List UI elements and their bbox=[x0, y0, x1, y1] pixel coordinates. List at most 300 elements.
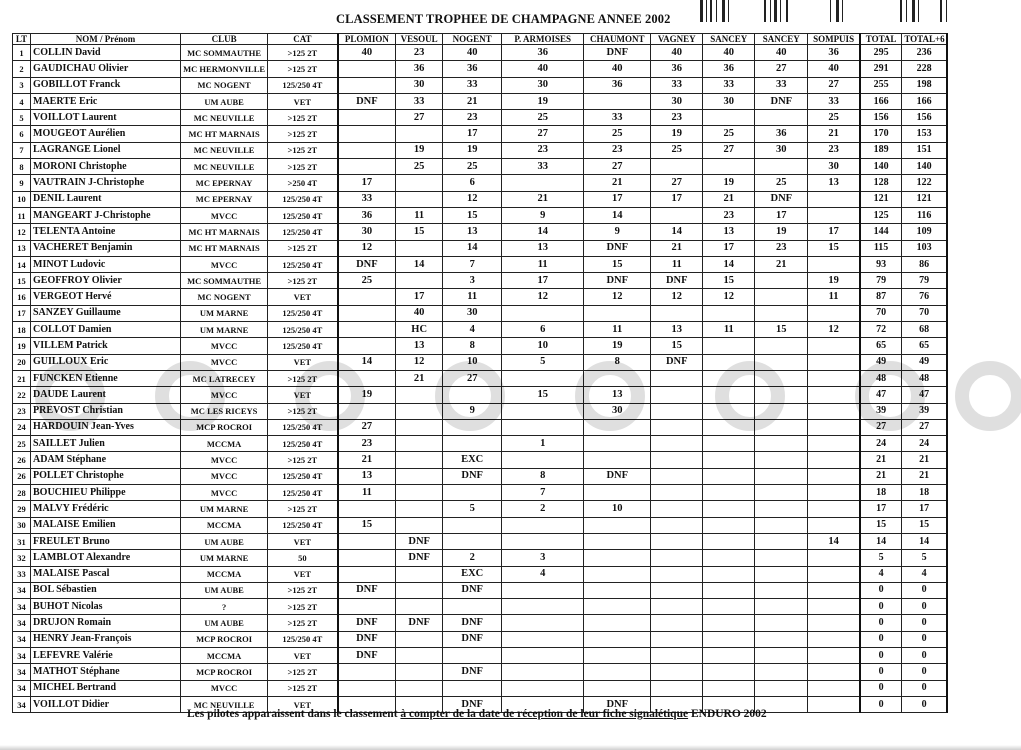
vesoul-cell: DNF bbox=[396, 533, 443, 549]
p-armoises-cell bbox=[502, 647, 584, 663]
plomion-cell bbox=[338, 501, 396, 517]
name-cell: GUILLOUX Eric bbox=[31, 354, 181, 370]
total-cell: 79 bbox=[860, 273, 902, 289]
sancey-1-cell bbox=[703, 468, 755, 484]
sancey-1-cell: 15 bbox=[703, 273, 755, 289]
total-plus-6-cell: 153 bbox=[902, 126, 947, 142]
p-armoises-cell: 14 bbox=[502, 224, 584, 240]
rank-cell: 22 bbox=[13, 387, 31, 403]
vesoul-cell: 13 bbox=[396, 338, 443, 354]
rank-cell: 12 bbox=[13, 224, 31, 240]
chaumont-cell bbox=[584, 550, 651, 566]
sompuis-cell bbox=[808, 550, 860, 566]
total-cell: 4 bbox=[860, 566, 902, 582]
category-cell: VET bbox=[268, 354, 338, 370]
p-armoises-cell: 9 bbox=[502, 207, 584, 223]
name-cell: DRUJON Romain bbox=[31, 615, 181, 631]
plomion-cell: 12 bbox=[338, 240, 396, 256]
vagney-cell: 40 bbox=[651, 45, 703, 61]
vesoul-cell: 21 bbox=[396, 370, 443, 386]
sancey-1-cell bbox=[703, 305, 755, 321]
plomion-cell: 27 bbox=[338, 419, 396, 435]
chaumont-cell: 33 bbox=[584, 110, 651, 126]
p-armoises-cell: 19 bbox=[502, 93, 584, 109]
sompuis-cell: 21 bbox=[808, 126, 860, 142]
sompuis-cell bbox=[808, 566, 860, 582]
category-cell: 125/250 4T bbox=[268, 517, 338, 533]
sompuis-cell bbox=[808, 419, 860, 435]
total-cell: 170 bbox=[860, 126, 902, 142]
rank-cell: 16 bbox=[13, 289, 31, 305]
name-cell: LAGRANGE Lionel bbox=[31, 142, 181, 158]
name-cell: GOBILLOT Franck bbox=[31, 77, 181, 93]
total-cell: 189 bbox=[860, 142, 902, 158]
total-plus-6-cell: 47 bbox=[902, 387, 947, 403]
rank-cell: 7 bbox=[13, 142, 31, 158]
club-cell: UM AUBE bbox=[181, 582, 268, 598]
vesoul-cell bbox=[396, 680, 443, 696]
total-cell: 24 bbox=[860, 436, 902, 452]
plomion-cell: 14 bbox=[338, 354, 396, 370]
vagney-cell bbox=[651, 436, 703, 452]
total-cell: 48 bbox=[860, 370, 902, 386]
rank-cell: 6 bbox=[13, 126, 31, 142]
plomion-cell bbox=[338, 159, 396, 175]
plomion-cell bbox=[338, 338, 396, 354]
total-plus-6-cell: 17 bbox=[902, 501, 947, 517]
category-cell: >125 2T bbox=[268, 403, 338, 419]
sancey-1-cell bbox=[703, 631, 755, 647]
sompuis-cell bbox=[808, 354, 860, 370]
p-armoises-cell: 7 bbox=[502, 485, 584, 501]
name-cell: HARDOUIN Jean-Yves bbox=[31, 419, 181, 435]
vagney-cell bbox=[651, 468, 703, 484]
total-plus-6-cell: 86 bbox=[902, 256, 947, 272]
column-header: NOGENT bbox=[443, 34, 502, 45]
vesoul-cell bbox=[396, 582, 443, 598]
vesoul-cell bbox=[396, 631, 443, 647]
sompuis-cell: 19 bbox=[808, 273, 860, 289]
sancey-2-cell bbox=[755, 599, 808, 615]
name-cell: MANGEART J-Christophe bbox=[31, 207, 181, 223]
table-row bbox=[13, 240, 948, 256]
club-cell: MC SOMMAUTHE bbox=[181, 45, 268, 61]
vagney-cell: 17 bbox=[651, 191, 703, 207]
chaumont-cell: 30 bbox=[584, 403, 651, 419]
category-cell: 125/250 4T bbox=[268, 338, 338, 354]
sancey-1-cell: 40 bbox=[703, 45, 755, 61]
total-cell: 144 bbox=[860, 224, 902, 240]
column-header: SANCEY bbox=[755, 34, 808, 45]
p-armoises-cell bbox=[502, 615, 584, 631]
plomion-cell: DNF bbox=[338, 93, 396, 109]
chaumont-cell bbox=[584, 485, 651, 501]
category-cell: >125 2T bbox=[268, 110, 338, 126]
rank-cell: 24 bbox=[13, 419, 31, 435]
nogent-cell bbox=[443, 436, 502, 452]
sancey-1-cell: 27 bbox=[703, 142, 755, 158]
vagney-cell: DNF bbox=[651, 273, 703, 289]
total-cell: 93 bbox=[860, 256, 902, 272]
chaumont-cell bbox=[584, 566, 651, 582]
scan-edge bbox=[0, 745, 1021, 750]
chaumont-cell: 19 bbox=[584, 338, 651, 354]
name-cell: MICHEL Bertrand bbox=[31, 680, 181, 696]
name-cell: VOILLOT Laurent bbox=[31, 110, 181, 126]
sancey-2-cell bbox=[755, 615, 808, 631]
total-cell: 125 bbox=[860, 207, 902, 223]
total-cell: 49 bbox=[860, 354, 902, 370]
footnote-underlined: à compter de la date de réception de leur fiche signalétique bbox=[400, 708, 689, 720]
sancey-1-cell: 14 bbox=[703, 256, 755, 272]
sancey-2-cell bbox=[755, 354, 808, 370]
nogent-cell: 25 bbox=[443, 159, 502, 175]
plomion-cell bbox=[338, 550, 396, 566]
sancey-2-cell: 33 bbox=[755, 77, 808, 93]
total-plus-6-cell: 198 bbox=[902, 77, 947, 93]
nogent-cell: 17 bbox=[443, 126, 502, 142]
sancey-1-cell: 36 bbox=[703, 61, 755, 77]
column-header: TOTAL+6 bbox=[902, 34, 947, 45]
nogent-cell bbox=[443, 533, 502, 549]
plomion-cell bbox=[338, 126, 396, 142]
nogent-cell: 30 bbox=[443, 305, 502, 321]
total-cell: 156 bbox=[860, 110, 902, 126]
total-cell: 39 bbox=[860, 403, 902, 419]
plomion-cell: 17 bbox=[338, 175, 396, 191]
club-cell: UM MARNE bbox=[181, 322, 268, 338]
vesoul-cell bbox=[396, 517, 443, 533]
chaumont-cell bbox=[584, 370, 651, 386]
plomion-cell: 21 bbox=[338, 452, 396, 468]
plomion-cell: 30 bbox=[338, 224, 396, 240]
total-plus-6-cell: 15 bbox=[902, 517, 947, 533]
sancey-2-cell: 27 bbox=[755, 61, 808, 77]
column-header: NOM / Prénom bbox=[31, 34, 181, 45]
sancey-1-cell bbox=[703, 403, 755, 419]
club-cell: MC NOGENT bbox=[181, 289, 268, 305]
plomion-cell: 15 bbox=[338, 517, 396, 533]
vagney-cell: 25 bbox=[651, 142, 703, 158]
sancey-1-cell bbox=[703, 664, 755, 680]
name-cell: BOUCHIEU Philippe bbox=[31, 485, 181, 501]
sancey-1-cell: 25 bbox=[703, 126, 755, 142]
category-cell: VET bbox=[268, 93, 338, 109]
p-armoises-cell: 21 bbox=[502, 191, 584, 207]
chaumont-cell: DNF bbox=[584, 273, 651, 289]
category-cell: 125/250 4T bbox=[268, 224, 338, 240]
total-plus-6-cell: 14 bbox=[902, 533, 947, 549]
chaumont-cell bbox=[584, 419, 651, 435]
rank-cell: 5 bbox=[13, 110, 31, 126]
total-plus-6-cell: 103 bbox=[902, 240, 947, 256]
vagney-cell bbox=[651, 485, 703, 501]
chaumont-cell: 10 bbox=[584, 501, 651, 517]
sompuis-cell bbox=[808, 647, 860, 663]
sancey-2-cell: 25 bbox=[755, 175, 808, 191]
vagney-cell bbox=[651, 615, 703, 631]
table-row bbox=[13, 289, 948, 305]
vagney-cell bbox=[651, 370, 703, 386]
club-cell: MVCC bbox=[181, 452, 268, 468]
vesoul-cell bbox=[396, 191, 443, 207]
footnote-suffix: ENDURO 2002 bbox=[688, 708, 767, 720]
category-cell: 125/250 4T bbox=[268, 436, 338, 452]
p-armoises-cell: 6 bbox=[502, 322, 584, 338]
name-cell: LAMBLOT Alexandre bbox=[31, 550, 181, 566]
nogent-cell: 9 bbox=[443, 403, 502, 419]
total-cell: 47 bbox=[860, 387, 902, 403]
name-cell: LEFEVRE Valérie bbox=[31, 647, 181, 663]
name-cell: SAILLET Julien bbox=[31, 436, 181, 452]
p-armoises-cell bbox=[502, 664, 584, 680]
plomion-cell: 36 bbox=[338, 207, 396, 223]
rank-cell: 25 bbox=[13, 436, 31, 452]
total-plus-6-cell: 140 bbox=[902, 159, 947, 175]
chaumont-cell bbox=[584, 93, 651, 109]
column-header: SANCEY bbox=[703, 34, 755, 45]
vesoul-cell: 36 bbox=[396, 61, 443, 77]
sancey-2-cell bbox=[755, 550, 808, 566]
column-header: VAGNEY bbox=[651, 34, 703, 45]
name-cell: GEOFFROY Olivier bbox=[31, 273, 181, 289]
rank-cell: 11 bbox=[13, 207, 31, 223]
vagney-cell bbox=[651, 664, 703, 680]
nogent-cell bbox=[443, 387, 502, 403]
vesoul-cell bbox=[396, 485, 443, 501]
sancey-1-cell bbox=[703, 517, 755, 533]
table-row bbox=[13, 273, 948, 289]
vagney-cell: 21 bbox=[651, 240, 703, 256]
total-plus-6-cell: 68 bbox=[902, 322, 947, 338]
category-cell: 125/250 4T bbox=[268, 191, 338, 207]
sancey-1-cell bbox=[703, 599, 755, 615]
name-cell: MORONI Christophe bbox=[31, 159, 181, 175]
vesoul-cell: 27 bbox=[396, 110, 443, 126]
vesoul-cell bbox=[396, 126, 443, 142]
footnote-prefix: Les pilotes apparaissent dans le classement bbox=[187, 708, 401, 720]
name-cell: COLLIN David bbox=[31, 45, 181, 61]
name-cell: MINOT Ludovic bbox=[31, 256, 181, 272]
nogent-cell: DNF bbox=[443, 582, 502, 598]
name-cell: VERGEOT Hervé bbox=[31, 289, 181, 305]
category-cell: 125/250 4T bbox=[268, 631, 338, 647]
total-cell: 0 bbox=[860, 631, 902, 647]
p-armoises-cell bbox=[502, 175, 584, 191]
table-row bbox=[13, 126, 948, 142]
rank-cell: 1 bbox=[13, 45, 31, 61]
club-cell: MVCC bbox=[181, 338, 268, 354]
nogent-cell: 7 bbox=[443, 256, 502, 272]
name-cell: POLLET Christophe bbox=[31, 468, 181, 484]
p-armoises-cell: 23 bbox=[502, 142, 584, 158]
sompuis-cell: 23 bbox=[808, 142, 860, 158]
plomion-cell: DNF bbox=[338, 647, 396, 663]
total-plus-6-cell: 0 bbox=[902, 696, 947, 712]
nogent-cell: 27 bbox=[443, 370, 502, 386]
sancey-2-cell: 21 bbox=[755, 256, 808, 272]
sancey-2-cell bbox=[755, 370, 808, 386]
total-cell: 0 bbox=[860, 647, 902, 663]
nogent-cell: DNF bbox=[443, 468, 502, 484]
category-cell: VET bbox=[268, 533, 338, 549]
nogent-cell bbox=[443, 517, 502, 533]
plomion-cell: 19 bbox=[338, 387, 396, 403]
total-cell: 21 bbox=[860, 468, 902, 484]
p-armoises-cell: 3 bbox=[502, 550, 584, 566]
rank-cell: 34 bbox=[13, 664, 31, 680]
plomion-cell: DNF bbox=[338, 256, 396, 272]
total-plus-6-cell: 27 bbox=[902, 419, 947, 435]
sancey-1-cell bbox=[703, 436, 755, 452]
footnote bbox=[187, 708, 767, 720]
table-row bbox=[13, 175, 948, 191]
name-cell: VILLEM Patrick bbox=[31, 338, 181, 354]
table-row bbox=[13, 61, 948, 77]
club-cell: MVCC bbox=[181, 387, 268, 403]
nogent-cell: EXC bbox=[443, 566, 502, 582]
sompuis-cell bbox=[808, 664, 860, 680]
plomion-cell bbox=[338, 680, 396, 696]
page-title: CLASSEMENT TROPHEE DE CHAMPAGNE ANNEE 2002 bbox=[336, 12, 671, 26]
name-cell: BOL Sébastien bbox=[31, 582, 181, 598]
vesoul-cell bbox=[396, 501, 443, 517]
table-row bbox=[13, 647, 948, 663]
rank-cell: 33 bbox=[13, 566, 31, 582]
chaumont-cell bbox=[584, 680, 651, 696]
nogent-cell: 12 bbox=[443, 191, 502, 207]
vesoul-cell bbox=[396, 436, 443, 452]
table-row bbox=[13, 142, 948, 158]
rank-cell: 32 bbox=[13, 550, 31, 566]
vagney-cell: 12 bbox=[651, 289, 703, 305]
nogent-cell bbox=[443, 599, 502, 615]
rank-cell: 2 bbox=[13, 61, 31, 77]
sancey-2-cell bbox=[755, 566, 808, 582]
sancey-2-cell bbox=[755, 452, 808, 468]
club-cell: MC EPERNAY bbox=[181, 191, 268, 207]
p-armoises-cell bbox=[502, 582, 584, 598]
rank-cell: 34 bbox=[13, 599, 31, 615]
plomion-cell bbox=[338, 664, 396, 680]
category-cell: VET bbox=[268, 647, 338, 663]
plomion-cell bbox=[338, 403, 396, 419]
plomion-cell bbox=[338, 289, 396, 305]
rank-cell: 34 bbox=[13, 680, 31, 696]
rank-cell: 18 bbox=[13, 322, 31, 338]
name-cell: HENRY Jean-François bbox=[31, 631, 181, 647]
total-cell: 0 bbox=[860, 680, 902, 696]
category-cell: >125 2T bbox=[268, 45, 338, 61]
plomion-cell: 13 bbox=[338, 468, 396, 484]
chaumont-cell bbox=[584, 517, 651, 533]
total-plus-6-cell: 0 bbox=[902, 582, 947, 598]
standings-table bbox=[12, 33, 948, 713]
total-plus-6-cell: 109 bbox=[902, 224, 947, 240]
total-cell: 14 bbox=[860, 533, 902, 549]
sancey-1-cell bbox=[703, 419, 755, 435]
vesoul-cell: 12 bbox=[396, 354, 443, 370]
total-plus-6-cell: 5 bbox=[902, 550, 947, 566]
p-armoises-cell bbox=[502, 452, 584, 468]
club-cell: MVCC bbox=[181, 468, 268, 484]
nogent-cell bbox=[443, 419, 502, 435]
chaumont-cell: DNF bbox=[584, 468, 651, 484]
name-cell: FUNCKEN Etienne bbox=[31, 370, 181, 386]
category-cell: 125/250 4T bbox=[268, 485, 338, 501]
rank-cell: 34 bbox=[13, 582, 31, 598]
table-row bbox=[13, 566, 948, 582]
sancey-1-cell bbox=[703, 338, 755, 354]
nogent-cell: DNF bbox=[443, 696, 502, 712]
sancey-1-cell bbox=[703, 485, 755, 501]
club-cell: MCP ROCROI bbox=[181, 419, 268, 435]
vagney-cell: 33 bbox=[651, 77, 703, 93]
category-cell: 125/250 4T bbox=[268, 305, 338, 321]
name-cell: MALAISE Emilien bbox=[31, 517, 181, 533]
category-cell: >250 4T bbox=[268, 175, 338, 191]
table-row bbox=[13, 387, 948, 403]
table-row bbox=[13, 110, 948, 126]
club-cell: MC SOMMAUTHE bbox=[181, 273, 268, 289]
club-cell: ? bbox=[181, 599, 268, 615]
nogent-cell: 21 bbox=[443, 93, 502, 109]
sancey-2-cell bbox=[755, 110, 808, 126]
rank-cell: 10 bbox=[13, 191, 31, 207]
vesoul-cell bbox=[396, 647, 443, 663]
vagney-cell bbox=[651, 159, 703, 175]
p-armoises-cell: 11 bbox=[502, 256, 584, 272]
sancey-1-cell bbox=[703, 452, 755, 468]
plomion-cell: 23 bbox=[338, 436, 396, 452]
chaumont-cell bbox=[584, 631, 651, 647]
vesoul-cell: 17 bbox=[396, 289, 443, 305]
table-row bbox=[13, 45, 948, 61]
name-cell: MALAISE Pascal bbox=[31, 566, 181, 582]
table-row bbox=[13, 485, 948, 501]
total-plus-6-cell: 65 bbox=[902, 338, 947, 354]
club-cell: MC LES RICEYS bbox=[181, 403, 268, 419]
total-plus-6-cell: 0 bbox=[902, 647, 947, 663]
vesoul-cell bbox=[396, 387, 443, 403]
vesoul-cell bbox=[396, 664, 443, 680]
table-row bbox=[13, 452, 948, 468]
club-cell: MC NOGENT bbox=[181, 77, 268, 93]
vagney-cell bbox=[651, 305, 703, 321]
p-armoises-cell: 2 bbox=[502, 501, 584, 517]
sancey-1-cell bbox=[703, 387, 755, 403]
club-cell: MC NEUVILLE bbox=[181, 142, 268, 158]
nogent-cell: 2 bbox=[443, 550, 502, 566]
name-cell: VAUTRAIN J-Christophe bbox=[31, 175, 181, 191]
name-cell: GAUDICHAU Olivier bbox=[31, 61, 181, 77]
vesoul-cell bbox=[396, 403, 443, 419]
total-plus-6-cell: 156 bbox=[902, 110, 947, 126]
sompuis-cell: 17 bbox=[808, 224, 860, 240]
chaumont-cell bbox=[584, 599, 651, 615]
sancey-2-cell: 19 bbox=[755, 224, 808, 240]
sancey-2-cell bbox=[755, 533, 808, 549]
p-armoises-cell bbox=[502, 419, 584, 435]
table-row bbox=[13, 370, 948, 386]
sompuis-cell bbox=[808, 501, 860, 517]
chaumont-cell: 8 bbox=[584, 354, 651, 370]
total-plus-6-cell: 236 bbox=[902, 45, 947, 61]
chaumont-cell: 12 bbox=[584, 289, 651, 305]
chaumont-cell: 23 bbox=[584, 142, 651, 158]
sompuis-cell bbox=[808, 680, 860, 696]
p-armoises-cell bbox=[502, 533, 584, 549]
